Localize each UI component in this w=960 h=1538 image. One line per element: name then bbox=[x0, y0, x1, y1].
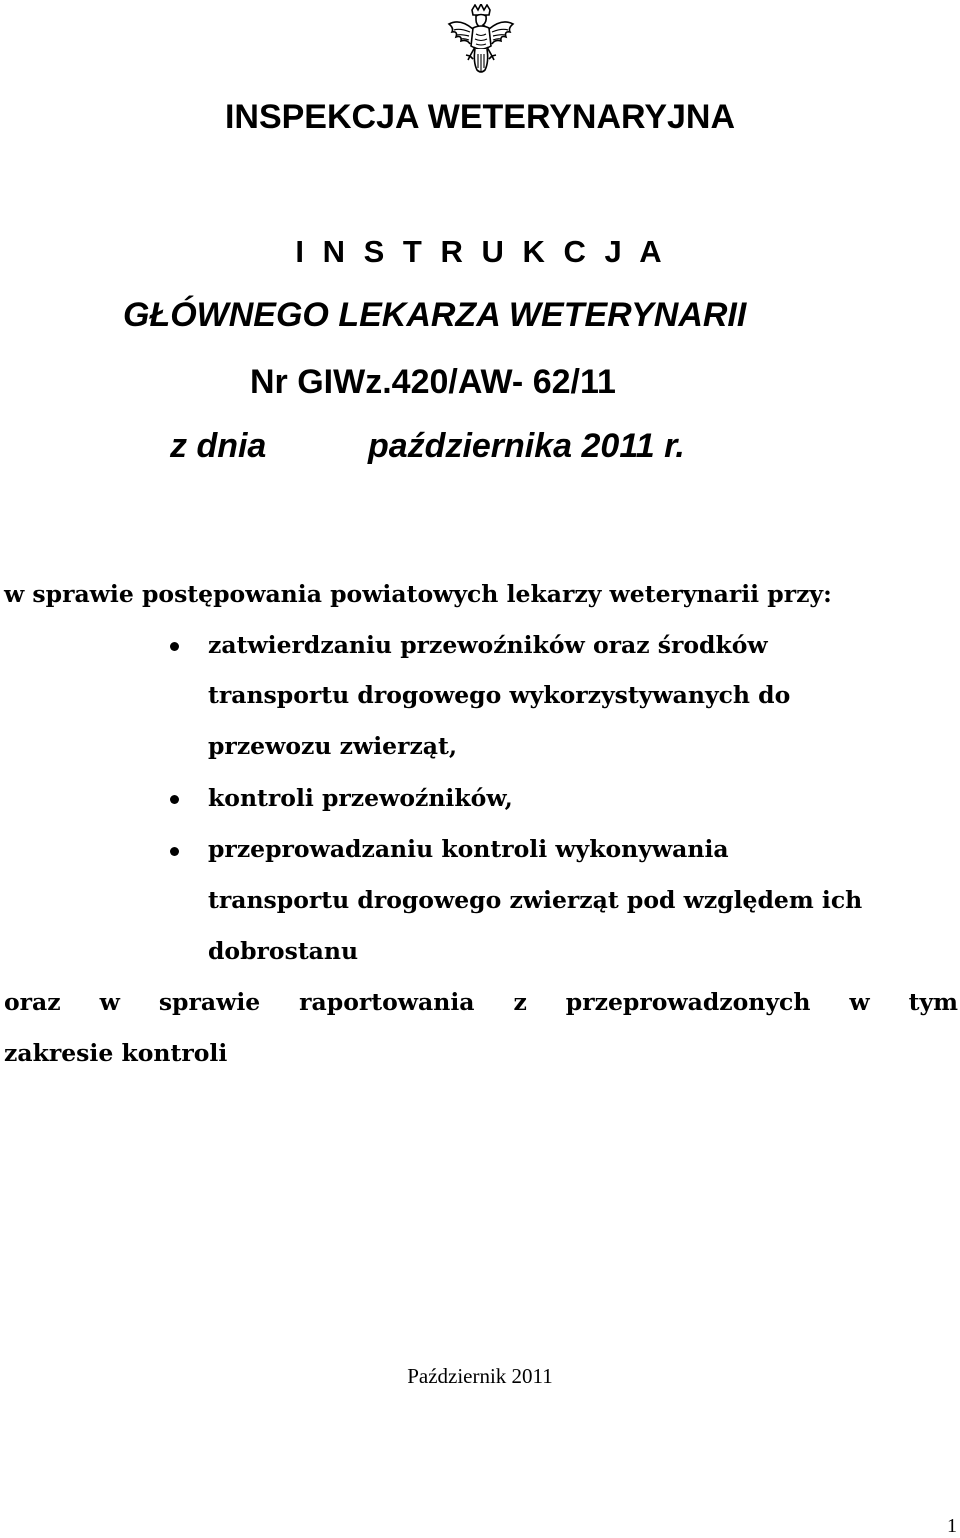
list-item-line: dobrostanu bbox=[208, 937, 359, 965]
list-item-line: przewozu zwierząt, bbox=[208, 732, 458, 760]
list-item-line: przeprowadzaniu kontroli wykonywania bbox=[208, 835, 729, 863]
list-item-line: kontroli przewoźników, bbox=[208, 784, 513, 812]
list-item-line: zatwierdzaniu przewoźników oraz środków bbox=[208, 631, 768, 659]
footer-date: Październik 2011 bbox=[407, 1364, 553, 1388]
bullet-marker bbox=[170, 847, 179, 856]
closing-line: oraz w sprawie raportowania z przeprowadzonych w tym bbox=[4, 988, 958, 1016]
closing-line: zakresie kontroli bbox=[4, 1039, 228, 1067]
page-number: 1 bbox=[947, 1515, 957, 1537]
bullet-marker bbox=[170, 642, 179, 651]
subject-intro: w sprawie postępowania powiatowych lekarzy weterynarii przy: bbox=[4, 580, 832, 608]
list-item-line: transportu drogowego wykorzystywanych do bbox=[208, 681, 791, 709]
date-prefix: z dnia bbox=[170, 427, 267, 465]
date-value: października 2011 r. bbox=[368, 427, 685, 465]
bullet-marker bbox=[170, 795, 179, 804]
issuer-heading: GŁÓWNEGO LEKARZA WETERYNARII bbox=[123, 296, 747, 334]
list-item-line: transportu drogowego zwierząt pod względem ich bbox=[208, 886, 863, 914]
organization-heading: INSPEKCJA WETERYNARYJNA bbox=[224, 98, 736, 136]
document-type-heading: I N S T R U K C J A bbox=[295, 234, 665, 269]
polish-eagle-emblem bbox=[446, 4, 516, 76]
document-number: Nr GIWz.420/AW- 62/11 bbox=[250, 363, 616, 401]
